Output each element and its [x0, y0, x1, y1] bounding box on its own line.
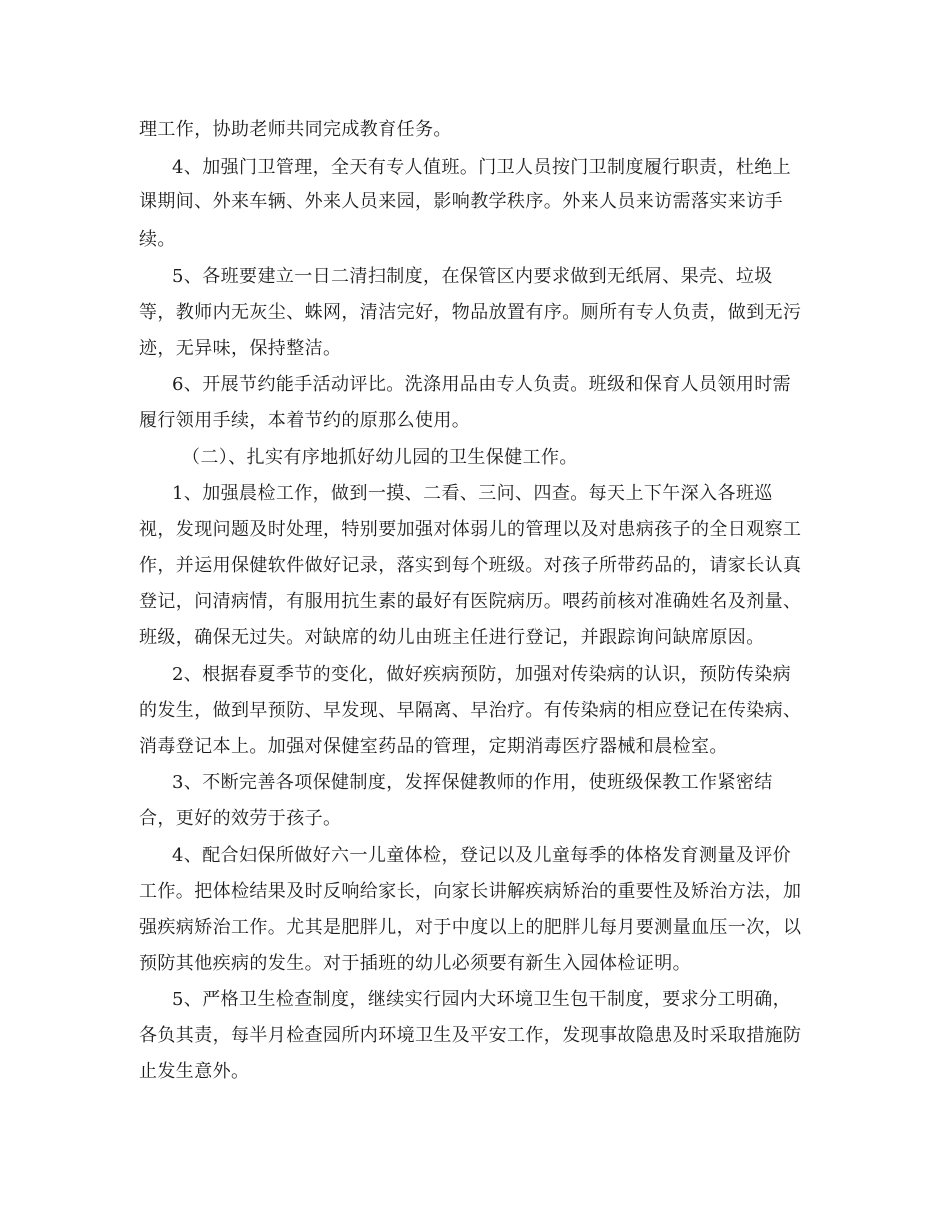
text-line-14: 登记，问清病情，有服用抗生素的最好有医院病历。喂药前核对准确姓名及剂量、	[139, 591, 802, 612]
text-line-27: 止发生意外。	[139, 1061, 250, 1082]
text-line-12: 视，发现问题及时处理，特别要加强对体弱儿的管理以及对患病孩子的全日观察工	[139, 519, 802, 540]
text-line-8: 6、开展节约能手活动评比。洗涤用品由专人负责。班级和保育人员领用时需	[172, 374, 792, 395]
text-line-22: 工作。把体检结果及时反响给家长，向家长讲解疾病矫治的重要性及矫治方法，加	[139, 881, 802, 902]
text-line-16: 2、根据春夏季节的变化，做好疾病预防，加强对传染病的认识，预防传染病	[172, 664, 792, 685]
text-line-4: 续。	[139, 229, 176, 250]
text-line-24: 预防其他疾病的发生。对于插班的幼儿必须要有新生入园体检证明。	[139, 953, 691, 974]
text-line-18: 消毒登记本上。加强对保健室药品的管理，定期消毒医疗器械和晨检室。	[139, 736, 728, 757]
text-line-25: 5、严格卫生检查制度，继续实行园内大环境卫生包干制度，要求分工明确，	[172, 989, 792, 1010]
text-line-20: 合，更好的效劳于孩子。	[139, 808, 342, 829]
text-line-23: 强疾病矫治工作。尤其是肥胖儿，对于中度以上的肥胖儿每月要测量血压一次，以	[139, 917, 802, 938]
text-line-13: 作，并运用保健软件做好记录，落实到每个班级。对孩子所带药品的，请家长认真	[139, 555, 802, 576]
text-line-3: 课期间、外来车辆、外来人员来园，影响教学秩序。外来人员来访需落实来访手	[139, 191, 783, 212]
text-line-17: 的发生，做到早预防、早发现、早隔离、早治疗。有传染病的相应登记在传染病、	[139, 700, 802, 721]
text-line-2: 4、加强门卫管理，全天有专人值班。门卫人员按门卫制度履行职责，杜绝上	[172, 157, 792, 178]
text-line-11: 1、加强晨检工作，做到一摸、二看、三问、四查。每天上下午深入各班巡	[172, 483, 773, 504]
text-line-19: 3、不断完善各项保健制度，发挥保健教师的作用，使班级保教工作紧密结	[172, 772, 773, 793]
text-line-1: 理工作，协助老师共同完成教育任务。	[139, 119, 452, 140]
text-line-15: 班级，确保无过失。对缺席的幼儿由班主任进行登记，并跟踪询问缺席原因。	[139, 627, 765, 648]
text-line-26: 各负其责，每半月检查园所内环境卫生及平安工作，发现事故隐患及时采取措施防	[139, 1025, 802, 1046]
text-line-5: 5、各班要建立一日二清扫制度，在保管区内要求做到无纸屑、果壳、垃圾	[172, 266, 773, 287]
text-line-6: 等，教师内无灰尘、蛛网，清洁完好，物品放置有序。厕所有专人负责，做到无污	[139, 302, 802, 323]
text-line-7: 迹，无异味，保持整洁。	[139, 338, 342, 359]
text-line-9: 履行领用手续，本着节约的原那么使用。	[139, 410, 471, 431]
section-heading: （二）、扎实有序地抓好幼儿园的卫生保健工作。	[182, 447, 578, 468]
text-line-21: 4、配合妇保所做好六一儿童体检，登记以及儿童每季的体格发育测量及评价	[172, 845, 792, 866]
